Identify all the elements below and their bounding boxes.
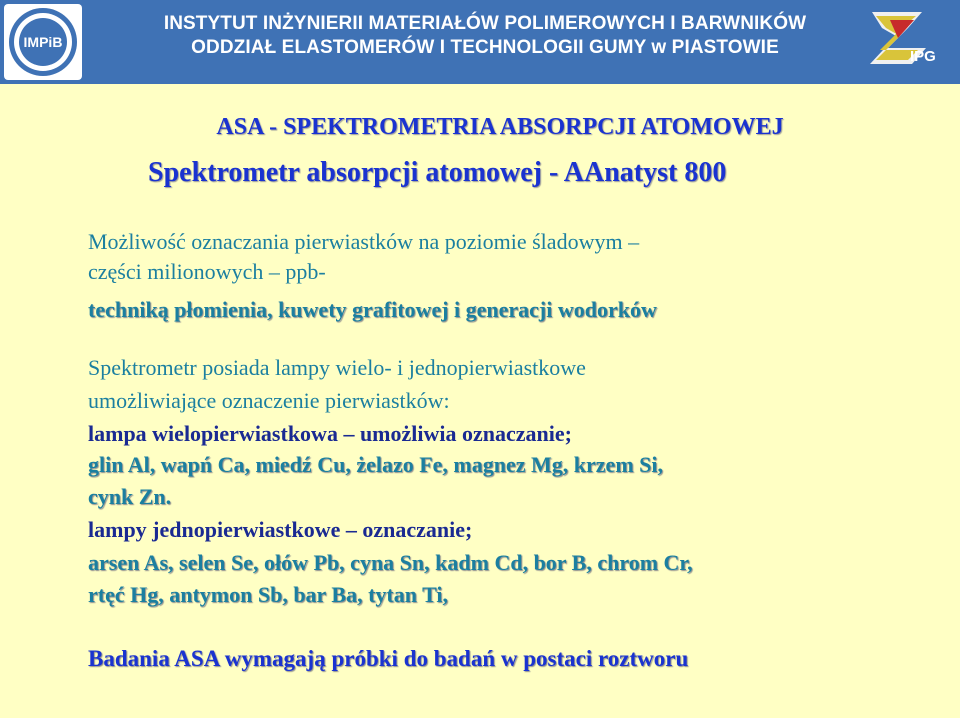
paragraph2-line3: lampa wielopierwiastkowa – umożliwia oznaczanie; (88, 421, 572, 446)
paragraph2-line5: cynk Zn. (88, 484, 172, 509)
page-title: ASA - SPEKTROMETRIA ABSORPCJI ATOMOWEJ (216, 114, 784, 140)
header-line-2: ODDZIAŁ ELASTOMERÓW I TECHNOLOGII GUMY w PIASTOWIE (191, 37, 779, 58)
header-title (100, 12, 870, 60)
institute-logo-left (4, 4, 82, 80)
paragraph1-line3: techniką płomienia, kuwety grafitowej i generacji wodorków (88, 297, 657, 322)
paragraph1-line1: Możliwość oznaczania pierwiastków na poziomie śladowym – (88, 229, 640, 254)
paragraph1-line2: części milionowych – ppb- (88, 259, 326, 284)
paragraph2-line4: glin Al, wapń Ca, miedź Cu, żelazo Fe, magnez Mg, krzem Si, (88, 452, 663, 477)
header-line-1: INSTYTUT INŻYNIERII MATERIAŁÓW POLIMEROWYCH I BARWNIKÓW (163, 13, 807, 34)
paragraph2-line6: lampy jednopierwiastkowe – oznaczanie; (88, 517, 473, 542)
paragraph2-line1: Spektrometr posiada lampy wielo- i jednopierwiastkowe (88, 355, 586, 380)
page-subtitle: Spektrometr absorpcji atomowej - AAnatyst 800 (148, 157, 727, 188)
logo-left-text: IMPiB (23, 34, 63, 50)
ipg-logo (866, 2, 958, 82)
paragraph2-line2: umożliwiające oznaczenie pierwiastków: (88, 388, 450, 413)
footer-statement: Badania ASA wymagają próbki do badań w postaci roztworu (88, 646, 689, 671)
paragraph2-line7: arsen As, selen Se, ołów Pb, cyna Sn, kadm Cd, bor B, chrom Cr, (88, 550, 693, 575)
header-bar (0, 0, 960, 84)
logo-right-text: IPG (910, 48, 936, 65)
paragraph2-line8: rtęć Hg, antymon Sb, bar Ba, tytan Ti, (88, 582, 448, 607)
